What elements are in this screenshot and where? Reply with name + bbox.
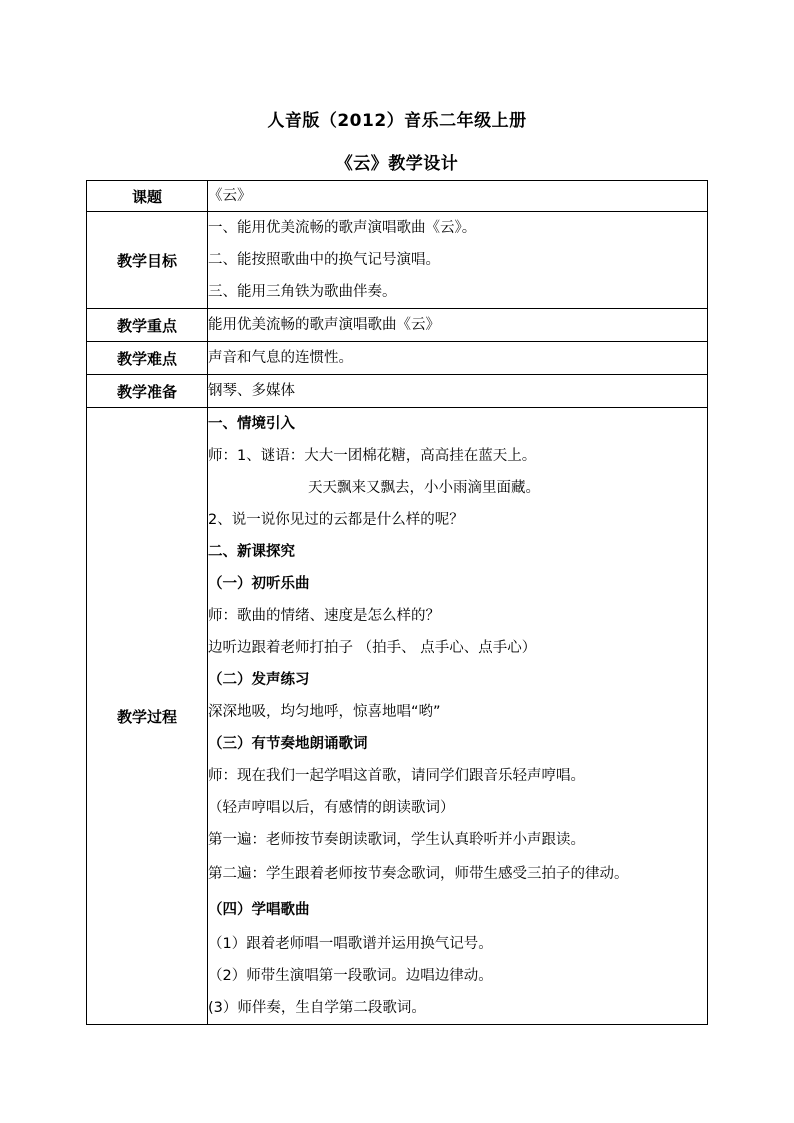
- document-title: 人音版（2012）音乐二年级上册: [267, 111, 527, 131]
- process-line: 边听边跟着老师打拍子 （拍手、 点手心、点手心）: [208, 640, 537, 656]
- process-line: 2、说一说你见过的云都是什么样的呢？: [208, 512, 464, 528]
- process-heading: 一、情境引入: [208, 416, 295, 432]
- value-topic: [208, 181, 708, 212]
- process-line: 深深地吸，均匀地呼，惊喜地唱“哟”: [208, 704, 441, 720]
- value-process: [208, 408, 708, 1025]
- label-topic: 课题: [87, 181, 208, 212]
- process-line: （1）跟着老师唱一唱歌谱并运用换气记号。: [208, 936, 493, 952]
- objective-item: 三、能用三角铁为歌曲伴奏。: [208, 284, 397, 300]
- difficulty-text: 声音和气息的连惯性。: [208, 350, 353, 366]
- value-key-point: [208, 309, 708, 342]
- process-line: 第一遍：老师按节奏朗读歌词，学生认真聆听并小声跟读。: [208, 832, 585, 848]
- key-point-text: 能用优美流畅的歌声演唱歌曲《云》: [208, 317, 440, 333]
- process-line: 师：1、谜语：大大一团棉花糖，高高挂在蓝天上。: [208, 448, 537, 464]
- process-subheading: （四）学唱歌曲: [208, 902, 310, 918]
- process-line: 师：歌曲的情绪、速度是怎么样的？: [208, 608, 440, 624]
- label-key-point: 教学重点: [87, 309, 208, 342]
- process-line: 师：现在我们一起学唱这首歌，请同学们跟音乐轻声哼唱。: [208, 768, 585, 784]
- lesson-plan-table: [86, 180, 708, 1025]
- document-subtitle: 《云》教学设计: [335, 154, 459, 174]
- row-preparation: [87, 375, 708, 408]
- row-topic: [87, 181, 708, 212]
- label-process: 教学过程: [87, 408, 208, 1025]
- label-preparation: 教学准备: [87, 375, 208, 408]
- process-line: （2）师带生演唱第一段歌词。边唱边律动。: [208, 968, 493, 984]
- process-heading: 二、新课探究: [208, 544, 295, 560]
- process-line: 第二遍：学生跟着老师按节奏念歌词，师带生感受三拍子的律动。: [208, 866, 629, 882]
- label-difficulty: 教学难点: [87, 342, 208, 375]
- row-difficulty: [87, 342, 708, 375]
- row-key-point: [87, 309, 708, 342]
- value-objectives: [208, 212, 708, 309]
- row-objectives: [87, 212, 708, 309]
- process-line: （轻声哼唱以后，有感情的朗读歌词）: [208, 800, 455, 816]
- process-subheading: （一）初听乐曲: [208, 576, 310, 592]
- objective-item: 一、能用优美流畅的歌声演唱歌曲《云》。: [208, 220, 477, 236]
- process-subheading: （二）发声练习: [208, 672, 310, 688]
- process-subheading: （三）有节奏地朗诵歌词: [208, 736, 368, 752]
- topic-text: 《云》: [208, 188, 252, 204]
- label-objectives: 教学目标: [87, 212, 208, 309]
- preparation-text: 钢琴、多媒体: [208, 383, 295, 399]
- objective-item: 二、能按照歌曲中的换气记号演唱。: [208, 252, 440, 268]
- process-line: (3）师伴奏，生自学第二段歌词。: [208, 1000, 426, 1016]
- value-difficulty: [208, 342, 708, 375]
- row-process: [87, 408, 708, 1025]
- process-line: 天天飘来又飘去，小小雨滴里面藏。: [308, 480, 540, 496]
- value-preparation: [208, 375, 708, 408]
